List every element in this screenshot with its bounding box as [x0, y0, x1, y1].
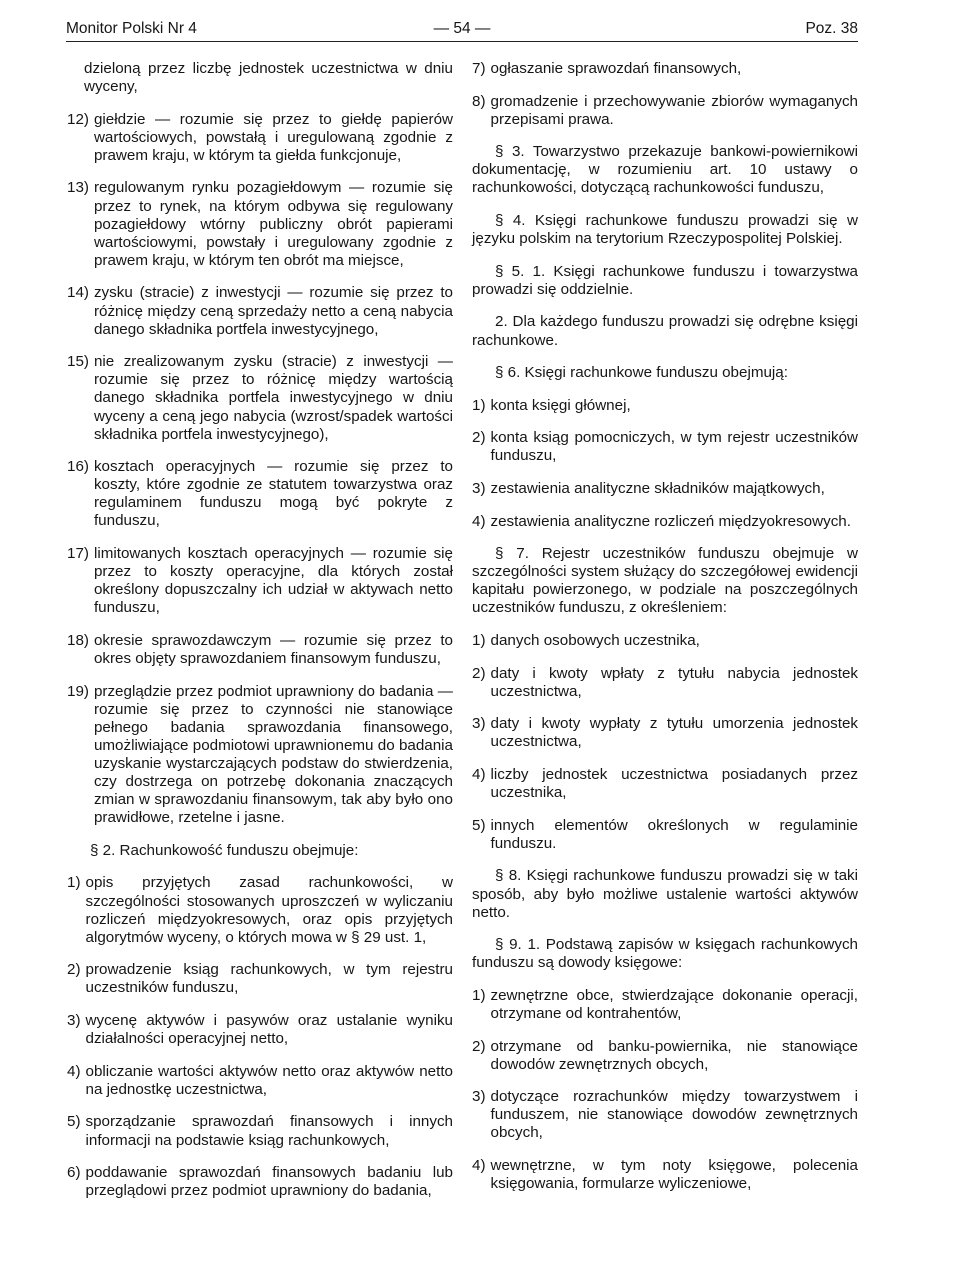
list-item-number: 3) — [472, 715, 486, 733]
list-item — [472, 397, 858, 415]
page-number: — 54 — — [433, 20, 491, 37]
list-item-text: daty i kwoty wypłaty z tytułu umorzenia jednostek uczestnictwa, — [490, 715, 858, 751]
page-header — [66, 20, 858, 42]
section-6-heading: § 6. Księgi rachunkowe funduszu obejmują: — [495, 364, 788, 382]
list-item-number: 3) — [67, 1012, 81, 1030]
list-item-text: zysku (stracie) z inwestycji — rozumie się przez to różnicę między ceną sprzedaży netto a ceną nabycia danego składnika portfela inwestycyjnego, — [93, 284, 453, 338]
list-item-text: dotyczące rozrachunków między towarzystwem i funduszem, nie stanowiące dowodów zewnętrznych obcych, — [490, 1088, 858, 1142]
list-item-number: 5) — [472, 816, 486, 834]
list-item-text: okresie sprawozdawczym — rozumie się przez to okres objęty sprawozdaniem finansowym funduszu, — [93, 631, 453, 668]
list-item-text: ogłaszanie sprawozdań finansowych, — [490, 60, 742, 77]
list-item — [472, 93, 858, 129]
right-column — [472, 60, 858, 1208]
list-item — [67, 353, 453, 443]
list-item-number: 3) — [472, 1088, 486, 1106]
list-item-number: 2) — [472, 1037, 486, 1055]
header-rule — [66, 41, 858, 42]
list-item-number: 3) — [472, 480, 486, 497]
list-item-text: konta księgi głównej, — [490, 396, 631, 414]
list-item-number: 15) — [67, 353, 89, 371]
list-item — [67, 179, 453, 269]
list-item-text: nie zrealizowanym zysku (stracie) z inwestycji — rozumie się przez to różnicę między wartością danego składnika portfela inwestycyjnego w dniu wyceny a ceną jego nabycia (wzrost/spadek wartości składnika portfela inwestycyjnego), — [93, 353, 453, 443]
list-item-number: 4) — [472, 512, 486, 530]
list-item-number: 13) — [67, 179, 89, 197]
list-item — [67, 111, 453, 165]
section-5-2-paragraph: 2. Dla każdego funduszu prowadzi się odrębne księgi rachunkowe. — [472, 313, 858, 349]
list-item — [472, 665, 858, 701]
list-item — [472, 1157, 858, 1193]
section-2-list-continued — [472, 60, 858, 129]
list-item — [67, 545, 453, 617]
list-item-text: zestawienia analityczne składników majątkowych, — [490, 480, 825, 497]
list-item-text: giełdzie — rozumie się przez to giełdę papierów wartościowych, powstałą i uregulowaną zgodnie z prawem kraju, w którym ta giełda funkcjonuje, — [93, 110, 453, 164]
list-item-number: 6) — [67, 1164, 81, 1182]
section-3-paragraph: § 3. Towarzystwo przekazuje bankowi-powiernikowi dokumentację, w rozumieniu art. 10 ustawy o rachunkowości, dotyczącą rachunkowości funduszu, — [472, 143, 858, 197]
list-item — [472, 987, 858, 1023]
list-item — [472, 1038, 858, 1074]
list-item-text: konta ksiąg pomocniczych, w tym rejestr uczestników funduszu, — [490, 429, 858, 465]
list-item-text: otrzymane od banku-powiernika, nie stanowiące dowodów zewnętrznych obcych, — [490, 1037, 858, 1073]
list-item-text: sporządzanie sprawozdań finansowych i innych informacji na podstawie ksiąg rachunkowych, — [85, 1113, 453, 1149]
list-item-number: 5) — [67, 1113, 81, 1131]
list-item-text: danych osobowych uczestnika, — [490, 632, 700, 650]
list-item-number: 4) — [472, 766, 486, 784]
section-8-paragraph: § 8. Księgi rachunkowe funduszu prowadzi się w taki sposób, aby było możliwe ustalenie wartości aktywów netto. — [472, 867, 858, 921]
left-column — [67, 60, 453, 1215]
list-item-number: 14) — [67, 284, 89, 302]
list-item — [67, 284, 453, 338]
list-item — [472, 60, 858, 78]
list-item-text: opis przyjętych zasad rachunkowości, w szczególności stosowanych uproszczeń w wyliczaniu rozliczeń międzyokresowych, oraz opis przyjętych algorytmów wyceny, o których mowa w § 29 ust. 1, — [85, 874, 453, 946]
list-item-text: daty i kwoty wpłaty z tytułu nabycia jednostek uczestnictwa, — [490, 664, 858, 700]
section-7-list — [472, 632, 858, 853]
list-item-number: 12) — [67, 110, 89, 128]
list-item-text: gromadzenie i przechowywanie zbiorów wymaganych przepisami prawa. — [490, 92, 858, 128]
list-item — [472, 429, 858, 465]
continued-text: dzieloną przez liczbę jednostek uczestnictwa w dniu wyceny, — [84, 60, 453, 96]
list-item-text: poddawanie sprawozdań finansowych badaniu lub przeglądowi przez podmiot uprawniony do badania, — [85, 1164, 453, 1200]
list-item — [472, 766, 858, 802]
list-item — [472, 817, 858, 853]
section-7-paragraph: § 7. Rejestr uczestników funduszu obejmuje w szczególności system służący do szczegółowej ewidencji kapitału powierzonego, w podziale na poszczególnych uczestników funduszu, z określeniem: — [472, 545, 858, 617]
list-item — [67, 683, 453, 828]
list-item — [67, 1063, 453, 1099]
list-item — [67, 1113, 453, 1149]
list-item-text: limitowanych kosztach operacyjnych — rozumie się przez to koszty operacyjne, dla których został określony dopuszczalny ich udział w aktywach netto funduszu, — [93, 545, 453, 617]
list-item — [472, 715, 858, 751]
list-item — [67, 1012, 453, 1048]
list-item — [67, 961, 453, 997]
list-item-text: innych elementów określonych w regulaminie funduszu. — [490, 816, 858, 852]
list-item-text: obliczanie wartości aktywów netto oraz aktywów netto na jednostkę uczestnictwa, — [85, 1062, 453, 1098]
list-item-text: liczby jednostek uczestnictwa posiadanych przez uczestnika, — [490, 766, 858, 802]
list-item — [67, 1164, 453, 1200]
list-item-number: 2) — [67, 961, 81, 979]
list-item-number: 1) — [472, 986, 486, 1004]
list-item-number: 19) — [67, 682, 89, 700]
section-4-paragraph: § 4. Księgi rachunkowe funduszu prowadzi się w języku polskim na terytorium Rzeczypospolitej Polskiej. — [472, 212, 858, 248]
list-item — [472, 513, 858, 531]
list-item — [472, 480, 858, 498]
section-6-list — [472, 397, 858, 531]
list-item-text: zestawienia analityczne rozliczeń międzyokresowych. — [490, 512, 851, 530]
list-item-text: prowadzenie ksiąg rachunkowych, w tym rejestru uczestników funduszu, — [85, 961, 453, 997]
section-5-1-paragraph: § 5. 1. Księgi rachunkowe funduszu i towarzystwa prowadzi się oddzielnie. — [472, 262, 858, 298]
list-item-number: 2) — [472, 429, 486, 447]
list-item-number: 17) — [67, 545, 89, 563]
list-item — [472, 1088, 858, 1142]
list-item-number: 1) — [67, 874, 81, 892]
list-item-number: 2) — [472, 664, 486, 682]
list-item-number: 18) — [67, 631, 89, 649]
section-2-list — [67, 874, 453, 1200]
list-item — [67, 632, 453, 668]
journal-title: Monitor Polski Nr 4 — [66, 20, 197, 37]
position-number: Poz. 38 — [805, 20, 858, 37]
list-item-text: przeglądzie przez podmiot uprawniony do badania — rozumie się przez to czynności nie stanowiące pełnego badania sprawozdania finansowego, umożliwiające podmiotowi uprawnionemu do badania uzyskanie wystarczających podstaw do stwierdzenia, czy dostrzega on potrzebę dokonania znaczących zmian w sprawozdaniu finansowym, tak aby było ono prawidłowe, rzetelne i jasne. — [93, 682, 453, 827]
list-item-number: 1) — [472, 396, 486, 414]
list-item-text: regulowanym rynku pozagiełdowym — rozumie się przez to rynek, na którym odbywa się regulowany pozagiełdowy wtórny publiczny obrót papierami wartościowymi, powstały i uregulowany zgodnie z prawem kraju, w którym ten obrót ma miejsce, — [93, 179, 453, 269]
list-item-number: 8) — [472, 92, 486, 110]
section-9-paragraph: § 9. 1. Podstawą zapisów w księgach rachunkowych funduszu są dowody księgowe: — [472, 936, 858, 972]
list-item-number: 16) — [67, 458, 89, 476]
list-item-number: 7) — [472, 60, 486, 77]
section-9-list — [472, 987, 858, 1193]
list-item-text: zewnętrzne obce, stwierdzające dokonanie operacji, otrzymane od kontrahentów, — [490, 986, 858, 1022]
section-2-heading: § 2. Rachunkowość funduszu obejmuje: — [90, 841, 359, 859]
list-item-number: 4) — [67, 1062, 81, 1080]
list-item — [472, 632, 858, 650]
list-item-number: 4) — [472, 1157, 486, 1175]
list-item-number: 1) — [472, 632, 486, 650]
definitions-list — [67, 111, 453, 828]
list-item — [67, 874, 453, 946]
list-item — [67, 458, 453, 530]
list-item-text: wycenę aktywów i pasywów oraz ustalanie wyniku działalności operacyjnej netto, — [85, 1012, 453, 1048]
list-item-text: wewnętrzne, w tym noty księgowe, polecenia księgowania, formularze wyliczeniowe, — [490, 1157, 858, 1193]
list-item-text: kosztach operacyjnych — rozumie się przez to koszty, które zgodnie ze statutem towarzystwa oraz regulaminem funduszu mogą być pokryte z funduszu, — [93, 458, 453, 530]
